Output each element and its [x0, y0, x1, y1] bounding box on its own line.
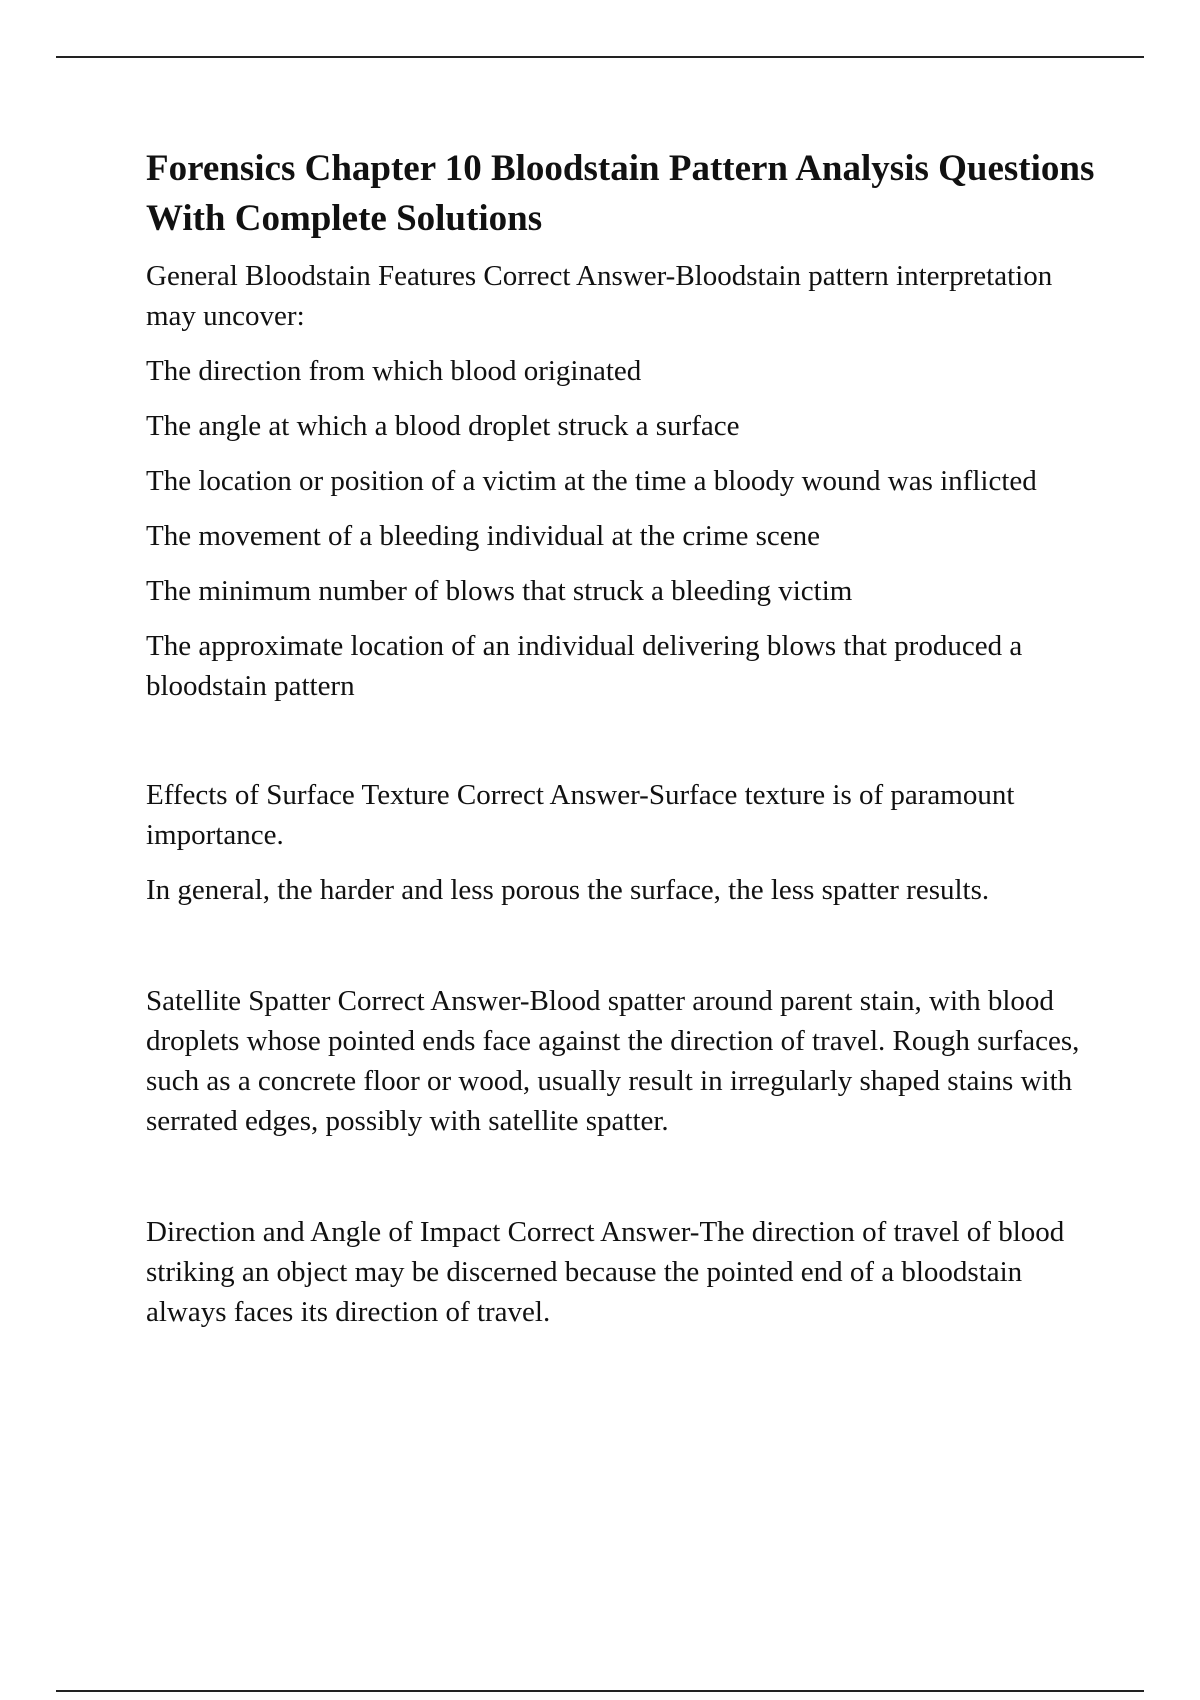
section-surface-texture [146, 775, 1106, 910]
document-body [146, 144, 1106, 1347]
list-item: The location or position of a victim at the time a bloody wound was inflicted [146, 465, 1037, 497]
question-answer-text: Satellite Spatter Correct Answer-Blood spatter around parent stain, with blood droplets whose pointed ends face against the direction of travel. Rough surfaces, such as a concrete floor or wood, usually result in irregularly shaped stains with serrated edges, possibly with satellite spatter. [146, 985, 1080, 1137]
bottom-rule [56, 1690, 1144, 1692]
list-item: The minimum number of blows that struck a bleeding victim [146, 575, 853, 607]
list-item: The approximate location of an individual delivering blows that produced a bloodstain pattern [146, 630, 1023, 702]
section-general-bloodstain-features [146, 256, 1106, 706]
section-direction-angle [146, 1212, 1106, 1332]
list-item: The angle at which a blood droplet struck a surface [146, 410, 740, 442]
document-title: Forensics Chapter 10 Bloodstain Pattern Analysis Questions With Complete Solutions [146, 148, 1095, 239]
top-rule [56, 56, 1144, 58]
question-answer-text: Effects of Surface Texture Correct Answer-Surface texture is of paramount importance. [146, 779, 1015, 851]
question-answer-text: Direction and Angle of Impact Correct Answer-The direction of travel of blood striking an object may be discerned because the pointed end of a bloodstain always faces its direction of travel. [146, 1216, 1065, 1328]
section-spacer [146, 925, 1106, 981]
question-answer-text: General Bloodstain Features Correct Answer-Bloodstain pattern interpretation may uncover: [146, 260, 1053, 332]
list-item: The movement of a bleeding individual at the crime scene [146, 520, 821, 552]
list-item: The direction from which blood originated [146, 355, 642, 387]
section-spacer [146, 721, 1106, 775]
section-spacer [146, 1156, 1106, 1212]
section-satellite-spatter [146, 981, 1106, 1141]
list-item: In general, the harder and less porous the surface, the less spatter results. [146, 874, 990, 906]
